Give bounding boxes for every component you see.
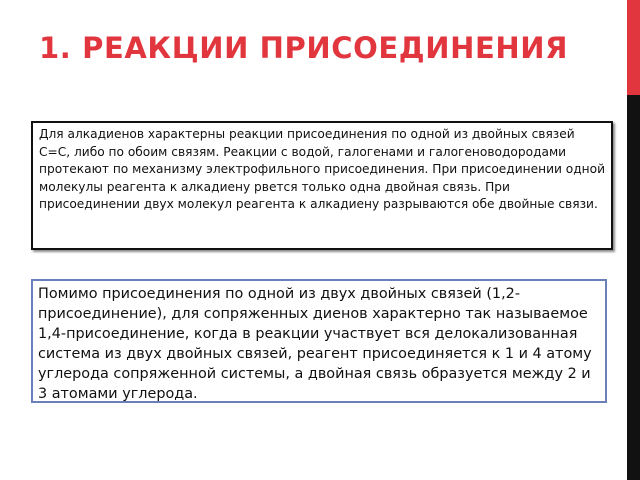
definition-text: Для алкадиенов характерны реакции присоединения по одной из двойных связей С=С, либо по обоим связям. Реакции с водой, галогенами и галогеноводородами протекают по механизму электрофильного присоединения. При присоединении одной молекулы реагента к алкадиену рвется только одна двойная связь. При присоединении двух молекул реагента к алкадиену разрываются обе двойные связи. xyxy=(39,127,606,212)
definition-text-box xyxy=(31,121,613,250)
addition-1-4-text: Помимо присоединения по одной из двух двойных связей (1,2-присоединение), для сопряженных диенов характерно так называемое 1,4-присоединение, когда в реакции участвует вся делокализованная система из двух двойных связей, реагент присоединяется к 1 и 4 атому углерода сопряженной системы, а двойная связь образуется между 2 и 3 атомами углерода. xyxy=(38,286,592,402)
addition-1-4-text-box xyxy=(31,279,607,403)
right-edge-accent xyxy=(627,0,640,95)
slide-title: 1. РЕАКЦИИ ПРИСОЕДИНЕНИЯ xyxy=(39,31,569,65)
